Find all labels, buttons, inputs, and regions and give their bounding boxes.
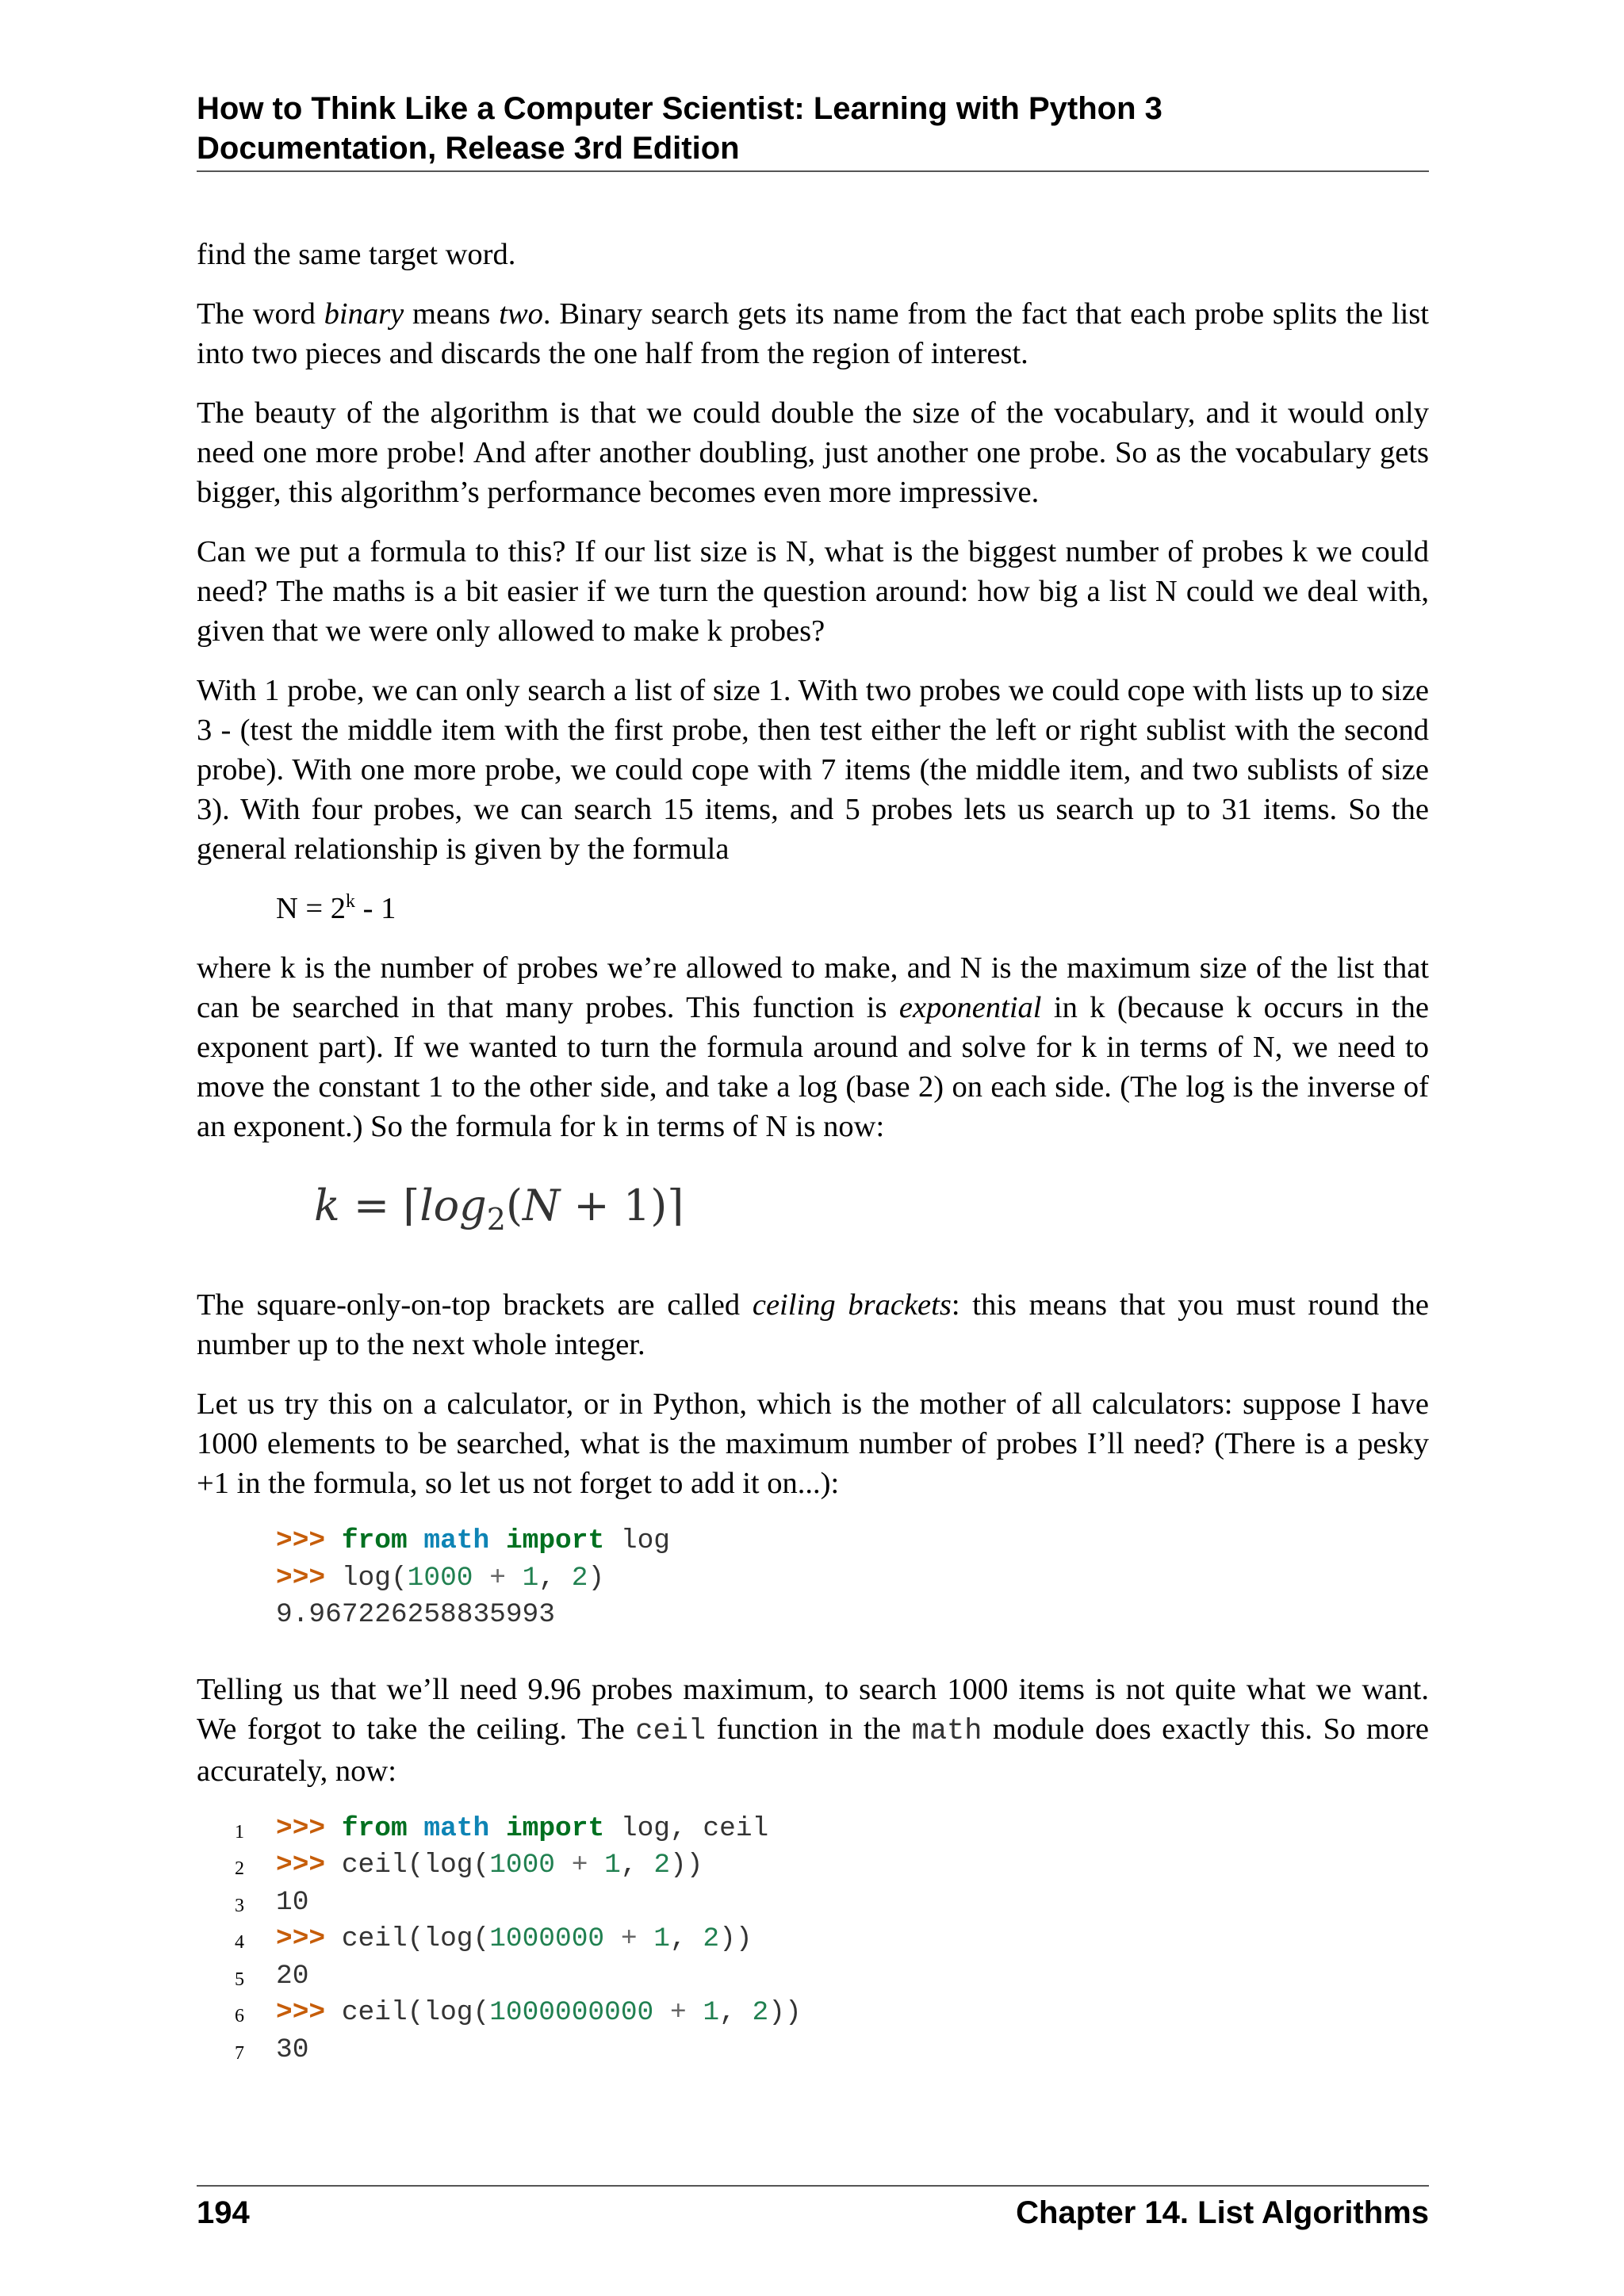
number-literal: 1000 (407, 1562, 473, 1594)
code-text: , (620, 1850, 654, 1881)
chapter-title: Chapter 14. List Algorithms (1016, 2195, 1429, 2230)
number-literal: 2 (752, 1997, 769, 2028)
code-text: , (538, 1562, 572, 1594)
text-span: where k is the number of probes we’re allowed to make, and N is the maximum size of the list that can be searched in that many probes. This function is (197, 951, 1429, 1024)
code-output-line (197, 1885, 1429, 1922)
page-body (197, 235, 1429, 2104)
prompt: >>> (276, 1525, 326, 1556)
paragraph-2 (197, 294, 1429, 373)
formula-lhs: N = 2 (276, 892, 347, 925)
formula-n-equals-2-to-k (276, 889, 1429, 928)
book-title-line-1: How to Think Like a Computer Scientist: Learning with Python 3 (197, 91, 1162, 126)
prompt: >>> (276, 1812, 326, 1844)
paragraph-7 (197, 1285, 1429, 1364)
operator: + (620, 1923, 638, 1954)
code-text: log (620, 1525, 671, 1556)
math-n: N (523, 1181, 561, 1230)
code-output-line (197, 1958, 1429, 1996)
code-text: log, ceil (620, 1812, 769, 1844)
number-literal: 1 (522, 1562, 539, 1594)
paragraph-6 (197, 948, 1429, 1146)
text-span: function in the (706, 1712, 912, 1746)
code-block-1 (197, 1523, 1429, 1634)
inline-code-ceil: ceil (635, 1714, 707, 1748)
formula-exponent: k (346, 891, 356, 912)
book-title-line-2: Documentation, Release 3rd Edition (197, 131, 740, 166)
operator: + (669, 1997, 687, 2028)
code-text: )) (768, 1997, 802, 2028)
number-literal: 2 (571, 1562, 588, 1594)
line-number: 7 (235, 2042, 244, 2064)
text-span: : this means that you must round the number up to the next whole integer. (197, 1288, 1429, 1361)
page-number: 194 (197, 2195, 250, 2230)
code-line (197, 1921, 1429, 1958)
line-number: 5 (235, 1969, 244, 1990)
code-line (197, 1523, 1429, 1560)
line-number: 6 (235, 2006, 244, 2026)
emphasis-binary: binary (324, 297, 404, 331)
paragraph-3: The beauty of the algorithm is that we could double the size of the vocabulary, and it would only need one more probe! And after another doubling, just another one probe. So as the vocabulary gets bigger, this algorithm’s performance becomes even more impressive. (197, 396, 1429, 509)
line-number: 4 (235, 1932, 244, 1953)
number-literal: 2 (703, 1923, 720, 1954)
number-literal: 1 (604, 1850, 621, 1881)
code-text: ceil(log( (341, 1850, 490, 1881)
number-literal: 1000000 (489, 1923, 605, 1954)
math-log: log (419, 1181, 487, 1230)
code-text: , (670, 1923, 703, 1954)
code-block-2 (197, 1811, 1429, 2069)
math-k: k (314, 1181, 340, 1230)
code-text: )) (670, 1850, 703, 1881)
code-line (197, 1811, 1429, 1848)
math-log-base: 2 (486, 1202, 506, 1237)
emphasis-exponential: exponential (898, 991, 1042, 1024)
prompt: >>> (276, 1997, 326, 2028)
running-header (197, 89, 1429, 168)
math-plus-one: + 1) (560, 1181, 668, 1230)
emphasis-two: two (499, 297, 543, 331)
operator: + (489, 1562, 506, 1594)
prompt: >>> (276, 1923, 326, 1954)
number-literal: 2 (653, 1850, 671, 1881)
code-text: )) (719, 1923, 753, 1954)
line-number: 1 (235, 1821, 244, 1843)
paragraph-5: With 1 probe, we can only search a list of size 1. With two probes we could cope with lists up to size 3 - (test the middle item with the first probe, then test either the left or right sublist with the second probe). With one more probe, we could cope with 7 items (the middle item, and two sublists of size 3). With four probes, we can search 15 items, and 5 probes lets us search up to 31 items. So the general relationship is given by the formula (197, 674, 1429, 866)
number-literal: 1000000000 (489, 1997, 654, 2028)
text-span: in k (because k occurs in the exponent part). If we wanted to turn the formula around and solve for k in terms of N, we need to move the constant 1 to the other side, and take a log (base 2) on each side. (The log is the inverse of an exponent.) So the formula for k in terms of N is now: (197, 991, 1429, 1143)
keyword: import (505, 1812, 605, 1844)
math-paren-open: ( (505, 1181, 523, 1230)
code-output-line (197, 2032, 1429, 2069)
prompt: >>> (276, 1850, 326, 1881)
text-span: The word (197, 297, 324, 331)
line-number: 3 (235, 1895, 244, 1916)
left-ceiling-bracket: ⌈ (403, 1181, 420, 1230)
code-text: ceil(log( (341, 1997, 490, 2028)
output-value: 30 (276, 2034, 309, 2065)
header-divider (197, 170, 1429, 172)
number-literal: 1 (653, 1923, 670, 1954)
right-ceiling-bracket: ⌉ (667, 1181, 684, 1230)
emphasis-ceiling-brackets: ceiling brackets (752, 1288, 952, 1322)
operator: + (571, 1850, 588, 1881)
code-line (197, 1995, 1429, 2032)
module-name: math (423, 1525, 490, 1556)
text-span: means (404, 297, 500, 331)
module-name: math (423, 1812, 490, 1844)
keyword: from (341, 1525, 408, 1556)
code-text: ceil(log( (341, 1923, 490, 1954)
prompt: >>> (276, 1562, 326, 1594)
text-span: The square-only-on-top brackets are called (197, 1288, 753, 1322)
text-span: Telling us that we’ll need 9.96 probes maximum, to search 1000 items is not quite what we want. We forgot to take the ceiling. The (197, 1672, 1429, 1746)
text-span: module does exactly this. So more accurately, now: (197, 1712, 1430, 1788)
text-span: . Binary search gets its name from the fact that each probe splits the list into two pieces and discards the one half from the region of interest. (197, 297, 1430, 370)
formula-image (314, 1166, 684, 1246)
output-value: 10 (276, 1886, 309, 1918)
number-literal: 1 (703, 1997, 720, 2028)
code-text: ) (588, 1562, 605, 1594)
paragraph-9 (197, 1670, 1429, 1791)
code-output-line: 9.967226258835993 (276, 1599, 555, 1630)
paragraph-4: Can we put a formula to this? If our list size is N, what is the biggest number of probes k we could need? The maths is a bit easier if we turn the question around: how big a list N could we deal with, given that we were only allowed to make k probes? (197, 535, 1429, 648)
code-line (197, 1560, 1429, 1598)
footer-divider (197, 2185, 1429, 2187)
paragraph-8: Let us try this on a calculator, or in Python, which is the mother of all calculators: suppose I have 1000 elements to be searched, what is the maximum number of probes I’ll need? (There is a pesky +1 in the formula, so let us not forget to add it on...): (197, 1387, 1429, 1500)
paragraph-1: find the same target word. (197, 238, 516, 271)
code-line (197, 1847, 1429, 1885)
formula-ceiling-log (197, 1166, 1429, 1253)
keyword: from (341, 1812, 408, 1844)
line-number: 2 (235, 1858, 244, 1879)
number-literal: 1000 (489, 1850, 556, 1881)
keyword: import (505, 1525, 605, 1556)
inline-code-math: math (911, 1714, 982, 1748)
output-value: 20 (276, 1960, 309, 1992)
math-equals: = (339, 1181, 404, 1230)
code-text: , (719, 1997, 753, 2028)
code-text: log( (341, 1562, 408, 1594)
formula-rhs: - 1 (355, 892, 396, 925)
